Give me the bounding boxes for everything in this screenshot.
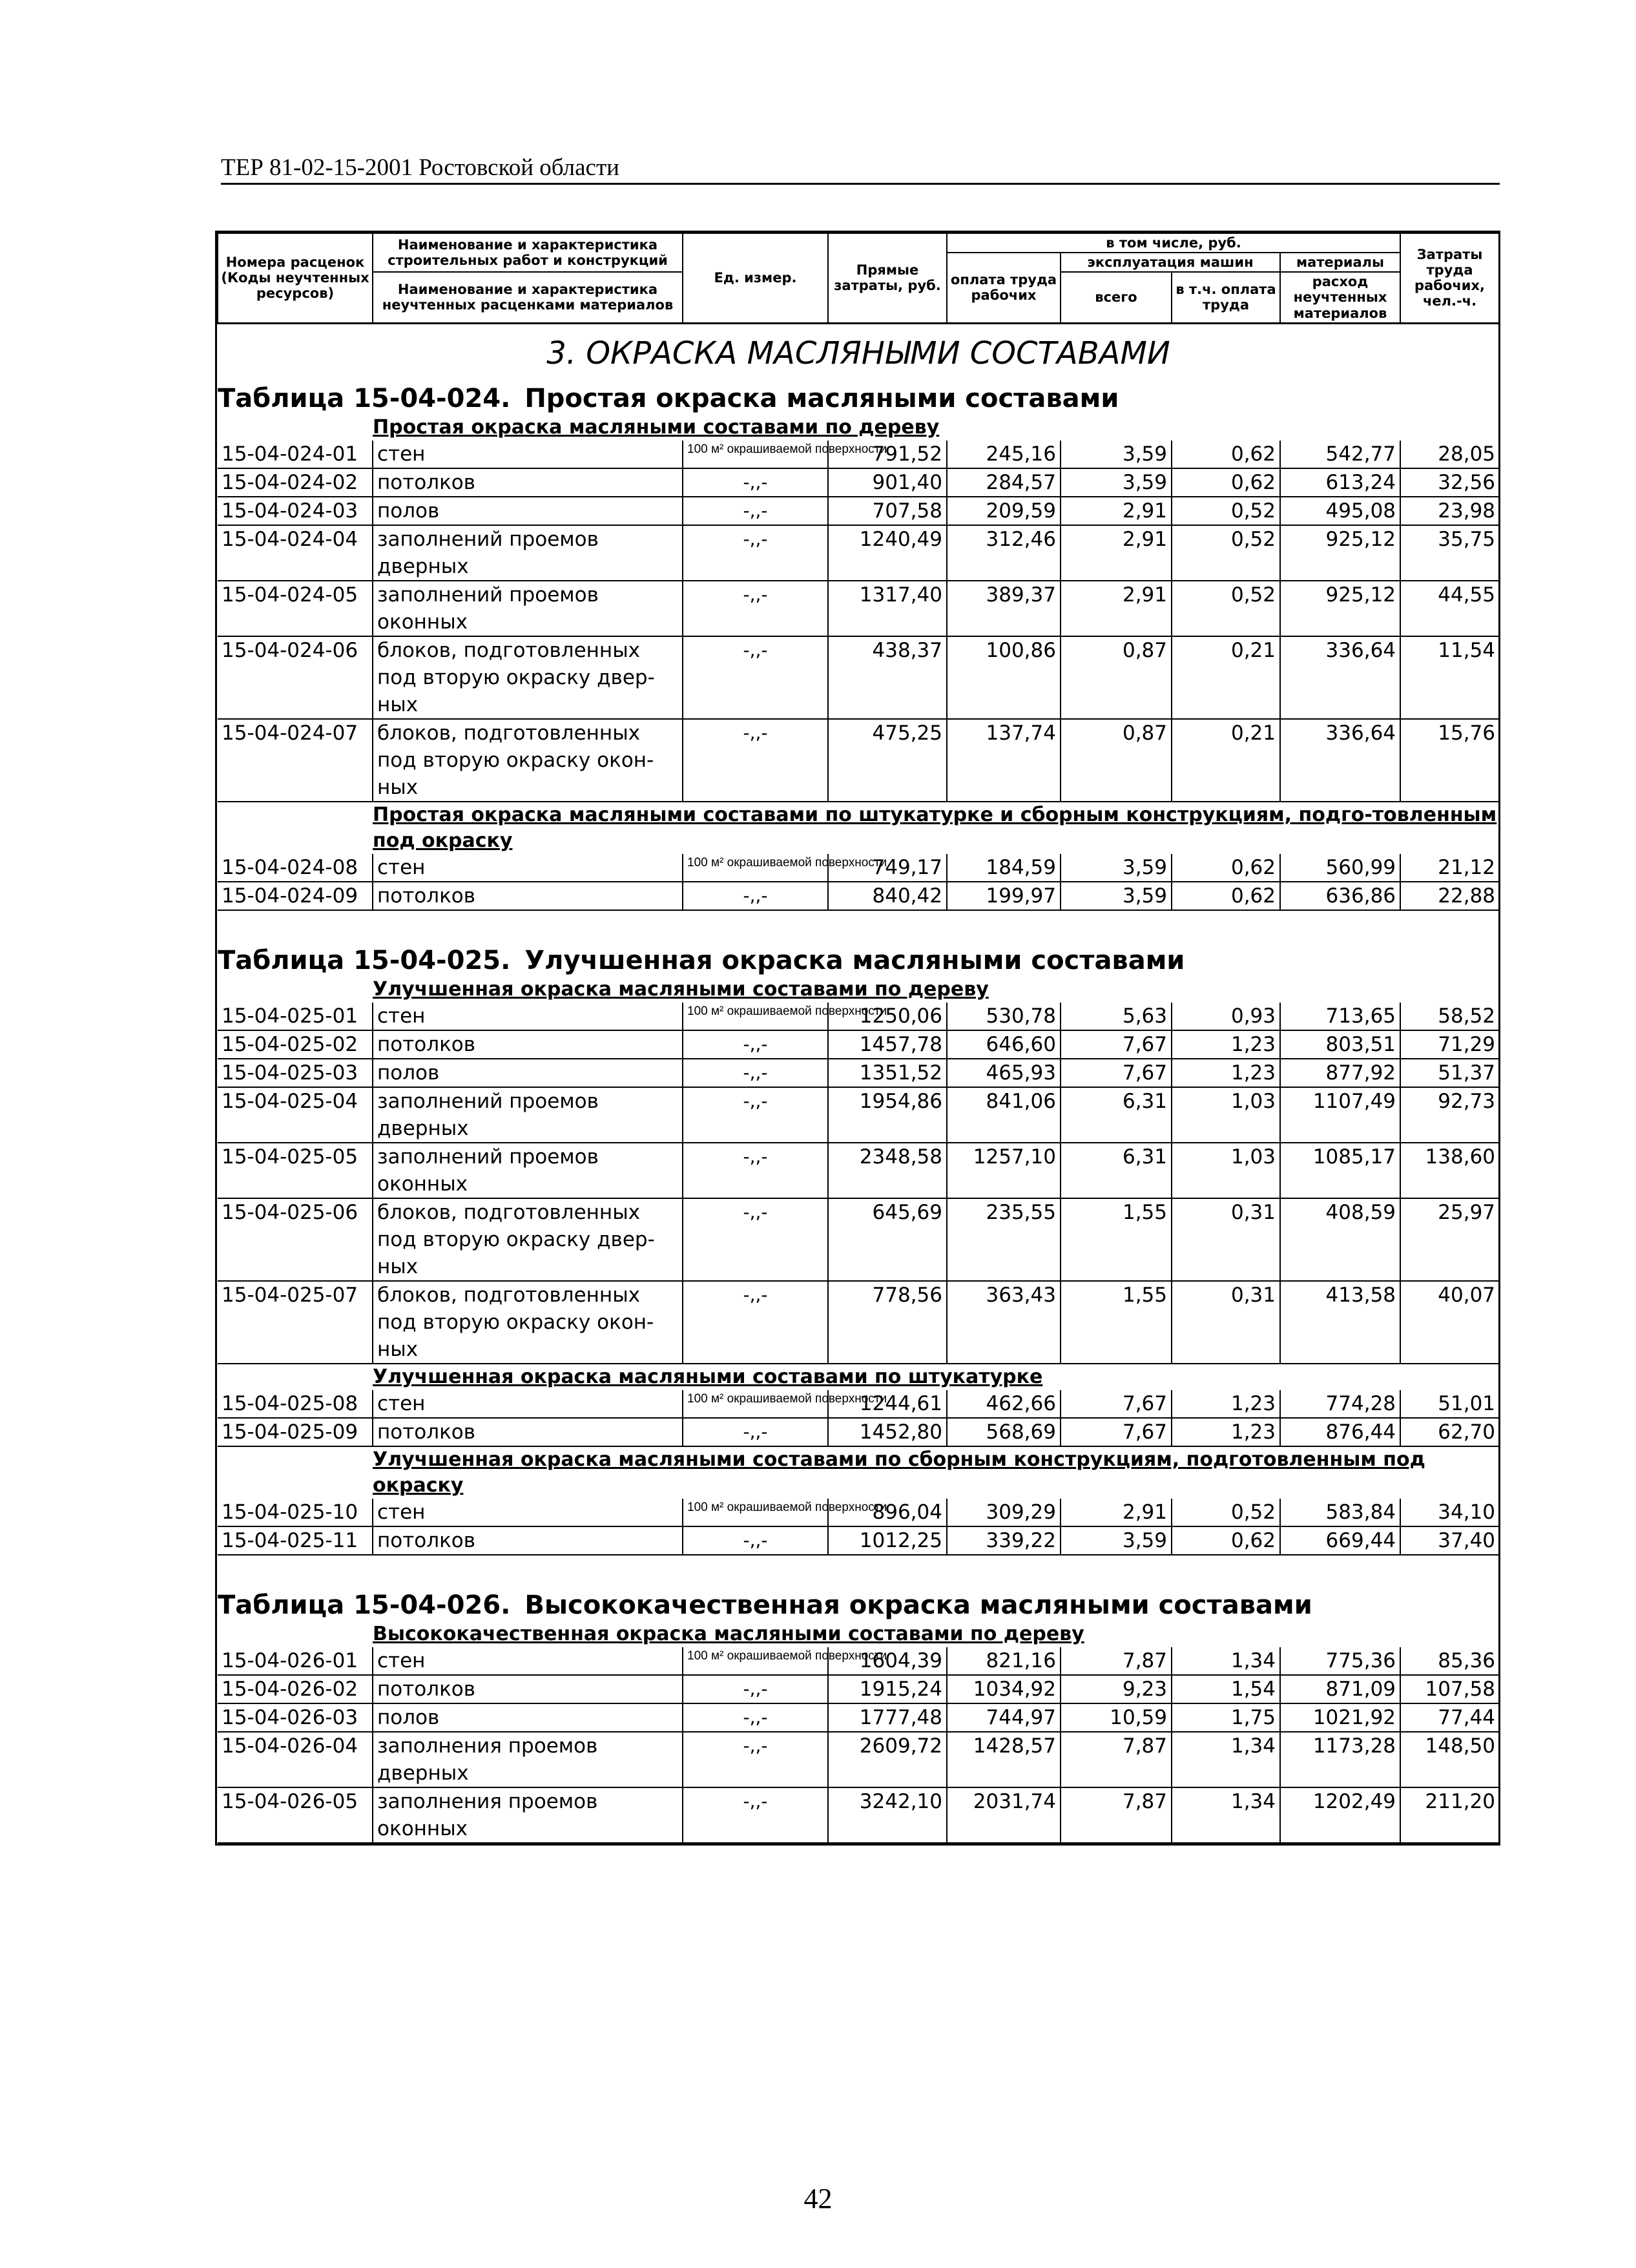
machine-wage-cost: 0,52	[1172, 581, 1280, 636]
table-row	[218, 1281, 1499, 1364]
machine-cost: 1,55	[1061, 1198, 1172, 1281]
direct-cost: 1012,25	[828, 1526, 947, 1555]
col-header-materials-unacc: расход неучтенных материалов	[1280, 272, 1400, 323]
material-cost: 1107,49	[1280, 1087, 1400, 1143]
machine-wage-cost: 0,52	[1172, 1499, 1280, 1526]
table-row	[218, 636, 1499, 719]
table-row	[218, 525, 1499, 581]
table-row	[218, 1647, 1499, 1675]
table-number: Таблица 15-04-024.	[218, 383, 511, 413]
wage-cost: 1257,10	[947, 1143, 1061, 1198]
work-name: потолков	[373, 1526, 683, 1555]
wage-cost: 2031,74	[947, 1787, 1061, 1843]
machine-wage-cost: 0,62	[1172, 854, 1280, 882]
machine-cost: 1,55	[1061, 1281, 1172, 1364]
wage-cost: 1428,57	[947, 1732, 1061, 1787]
labor-hours: 40,07	[1400, 1281, 1499, 1364]
wage-cost: 199,97	[947, 882, 1061, 910]
labor-hours: 22,88	[1400, 882, 1499, 910]
direct-cost: 901,40	[828, 468, 947, 497]
machine-wage-cost: 0,21	[1172, 636, 1280, 719]
table-row	[218, 1059, 1499, 1087]
wage-cost: 209,59	[947, 497, 1061, 525]
direct-cost: 1351,52	[828, 1059, 947, 1087]
labor-hours: 25,97	[1400, 1198, 1499, 1281]
price-table	[215, 231, 1500, 1846]
wage-cost: 137,74	[947, 719, 1061, 802]
material-cost: 876,44	[1280, 1418, 1400, 1446]
wage-cost: 530,78	[947, 1003, 1061, 1030]
col-header-unit: Ед. измер.	[683, 233, 828, 323]
material-cost: 413,58	[1280, 1281, 1400, 1364]
table-row	[218, 1143, 1499, 1198]
rate-code: 15-04-025-02	[218, 1030, 373, 1059]
work-name: стен	[373, 854, 683, 882]
rate-code: 15-04-025-07	[218, 1281, 373, 1364]
machine-wage-cost: 1,03	[1172, 1087, 1280, 1143]
table-row	[218, 1675, 1499, 1703]
group-subtitle: Простая окраска масляными составами по дереву	[373, 415, 940, 439]
machine-wage-cost: 1,23	[1172, 1418, 1280, 1446]
machine-cost: 2,91	[1061, 581, 1172, 636]
direct-cost: 1604,39	[828, 1647, 947, 1675]
work-name: заполнений проемов дверных	[373, 1087, 683, 1143]
table-title-row	[218, 1580, 1499, 1621]
work-name: полов	[373, 1703, 683, 1732]
machine-wage-cost: 0,31	[1172, 1281, 1280, 1364]
table-row	[218, 497, 1499, 525]
machine-cost: 3,59	[1061, 882, 1172, 910]
table-row	[218, 882, 1499, 910]
machine-wage-cost: 0,93	[1172, 1003, 1280, 1030]
material-cost: 336,64	[1280, 719, 1400, 802]
labor-hours: 71,29	[1400, 1030, 1499, 1059]
table-title: Высококачественная окраска масляными составами	[524, 1590, 1312, 1620]
unit-of-measure: -,,-	[683, 1703, 828, 1732]
wage-cost: 462,66	[947, 1390, 1061, 1418]
unit-of-measure: -,,-	[683, 1087, 828, 1143]
direct-cost: 1777,48	[828, 1703, 947, 1732]
machine-wage-cost: 0,62	[1172, 441, 1280, 468]
section-title: 3. ОКРАСКА МАСЛЯНЫМИ СОСТАВАМИ	[218, 323, 1499, 373]
unit-of-measure: -,,-	[683, 581, 828, 636]
wage-cost: 100,86	[947, 636, 1061, 719]
col-header-name-top: Наименование и характеристика строительных работ и конструкций	[373, 233, 683, 272]
material-cost: 877,92	[1280, 1059, 1400, 1087]
group-subtitle: Улучшенная окраска масляными составами по дереву	[373, 977, 989, 1001]
wage-cost: 184,59	[947, 854, 1061, 882]
rates-table	[217, 233, 1500, 1844]
wage-cost: 744,97	[947, 1703, 1061, 1732]
machine-wage-cost: 0,52	[1172, 525, 1280, 581]
material-cost: 1173,28	[1280, 1732, 1400, 1787]
group-subtitle: Улучшенная окраска масляными составами по штукатурке	[373, 1365, 1043, 1388]
rate-code: 15-04-025-08	[218, 1390, 373, 1418]
direct-cost: 645,69	[828, 1198, 947, 1281]
labor-hours: 11,54	[1400, 636, 1499, 719]
direct-cost: 778,56	[828, 1281, 947, 1364]
table-row	[218, 1732, 1499, 1787]
machine-cost: 2,91	[1061, 1499, 1172, 1526]
machine-cost: 3,59	[1061, 468, 1172, 497]
direct-cost: 749,17	[828, 854, 947, 882]
direct-cost: 2609,72	[828, 1732, 947, 1787]
unit-of-measure: -,,-	[683, 1787, 828, 1843]
table-row	[218, 468, 1499, 497]
direct-cost: 1317,40	[828, 581, 947, 636]
machine-cost: 6,31	[1061, 1143, 1172, 1198]
labor-hours: 211,20	[1400, 1787, 1499, 1843]
work-name: потолков	[373, 882, 683, 910]
machine-cost: 6,31	[1061, 1087, 1172, 1143]
material-cost: 669,44	[1280, 1526, 1400, 1555]
work-name: заполнений проемов дверных	[373, 525, 683, 581]
machine-cost: 7,87	[1061, 1647, 1172, 1675]
work-name: потолков	[373, 468, 683, 497]
unit-of-measure: -,,-	[683, 636, 828, 719]
unit-of-measure: -,,-	[683, 719, 828, 802]
machine-cost: 7,67	[1061, 1030, 1172, 1059]
material-cost: 1085,17	[1280, 1143, 1400, 1198]
machine-wage-cost: 0,62	[1172, 882, 1280, 910]
wage-cost: 284,57	[947, 468, 1061, 497]
rate-code: 15-04-024-07	[218, 719, 373, 802]
table-title-row	[218, 935, 1499, 977]
rate-code: 15-04-024-05	[218, 581, 373, 636]
direct-cost: 3242,10	[828, 1787, 947, 1843]
col-header-code: Номера расценок (Коды неучтенных ресурсов)	[218, 233, 373, 323]
direct-cost: 1250,06	[828, 1003, 947, 1030]
material-cost: 542,77	[1280, 441, 1400, 468]
unit-of-measure: -,,-	[683, 525, 828, 581]
group-subtitle: Простая окраска масляными составами по штукатурке и сборным конструкциям, подго-товленным под окраску	[373, 803, 1497, 852]
direct-cost: 475,25	[828, 719, 947, 802]
wage-cost: 312,46	[947, 525, 1061, 581]
labor-hours: 58,52	[1400, 1003, 1499, 1030]
rate-code: 15-04-024-03	[218, 497, 373, 525]
col-header-mach-wage: в т.ч. оплата труда	[1172, 272, 1280, 323]
machine-wage-cost: 1,75	[1172, 1703, 1280, 1732]
machine-cost: 3,59	[1061, 854, 1172, 882]
unit-of-measure: -,,-	[683, 1030, 828, 1059]
work-name: блоков, подготовленных под вторую окраску окон-ных	[373, 1281, 683, 1364]
machine-wage-cost: 0,21	[1172, 719, 1280, 802]
rate-code: 15-04-026-02	[218, 1675, 373, 1703]
rate-code: 15-04-026-03	[218, 1703, 373, 1732]
col-header-name-bottom: Наименование и характеристика неучтенных расценками материалов	[373, 272, 683, 323]
table-row	[218, 1030, 1499, 1059]
labor-hours: 107,58	[1400, 1675, 1499, 1703]
material-cost: 1021,92	[1280, 1703, 1400, 1732]
table-row	[218, 441, 1499, 468]
work-name: блоков, подготовленных под вторую окраску двер-ных	[373, 1198, 683, 1281]
rate-code: 15-04-025-01	[218, 1003, 373, 1030]
unit-of-measure: -,,-	[683, 468, 828, 497]
table-title: Улучшенная окраска масляными составами	[524, 945, 1185, 975]
table-number: Таблица 15-04-025.	[218, 945, 511, 975]
running-header: ТЕР 81-02-15-2001 Ростовской области	[221, 154, 1500, 185]
machine-wage-cost: 1,54	[1172, 1675, 1280, 1703]
unit-of-measure: -,,-	[683, 1059, 828, 1087]
col-header-wage: оплата труда рабочих	[947, 253, 1061, 323]
labor-hours: 92,73	[1400, 1087, 1499, 1143]
material-cost: 613,24	[1280, 468, 1400, 497]
work-name: полов	[373, 1059, 683, 1087]
direct-cost: 1915,24	[828, 1675, 947, 1703]
work-name: полов	[373, 497, 683, 525]
table-row	[218, 1087, 1499, 1143]
table-row	[218, 1787, 1499, 1843]
rate-code: 15-04-024-06	[218, 636, 373, 719]
labor-hours: 62,70	[1400, 1418, 1499, 1446]
labor-hours: 21,12	[1400, 854, 1499, 882]
material-cost: 803,51	[1280, 1030, 1400, 1059]
table-title: Простая окраска масляными составами	[524, 383, 1119, 413]
page-number: 42	[803, 2183, 833, 2214]
machine-wage-cost: 0,52	[1172, 497, 1280, 525]
direct-cost: 2348,58	[828, 1143, 947, 1198]
table-row	[218, 1526, 1499, 1555]
group-subtitle: Улучшенная окраска масляными составами по сборным конструкциям, подготовленным под окраску	[373, 1448, 1425, 1497]
group-subtitle-row	[218, 802, 1499, 854]
rate-code: 15-04-026-05	[218, 1787, 373, 1843]
machine-cost: 7,67	[1061, 1390, 1172, 1418]
table-number: Таблица 15-04-026.	[218, 1590, 511, 1620]
table-title-row	[218, 373, 1499, 415]
work-name: стен	[373, 1647, 683, 1675]
machine-cost: 2,91	[1061, 525, 1172, 581]
machine-cost: 7,67	[1061, 1059, 1172, 1087]
work-name: блоков, подготовленных под вторую окраску окон-ных	[373, 719, 683, 802]
unit-of-measure: -,,-	[683, 497, 828, 525]
table-row	[218, 1703, 1499, 1732]
work-name: потолков	[373, 1030, 683, 1059]
unit-of-measure: 100 м² окрашиваемой поверхности	[683, 854, 828, 882]
direct-cost: 707,58	[828, 497, 947, 525]
material-cost: 775,36	[1280, 1647, 1400, 1675]
labor-hours: 51,01	[1400, 1390, 1499, 1418]
wage-cost: 389,37	[947, 581, 1061, 636]
labor-hours: 44,55	[1400, 581, 1499, 636]
direct-cost: 1244,61	[828, 1390, 947, 1418]
group-subtitle: Высококачественная окраска масляными составами по дереву	[373, 1622, 1084, 1645]
table-row	[218, 1390, 1499, 1418]
wage-cost: 1034,92	[947, 1675, 1061, 1703]
direct-cost: 840,42	[828, 882, 947, 910]
labor-hours: 28,05	[1400, 441, 1499, 468]
labor-hours: 85,36	[1400, 1647, 1499, 1675]
rate-code: 15-04-025-03	[218, 1059, 373, 1087]
rate-code: 15-04-024-02	[218, 468, 373, 497]
direct-cost: 1954,86	[828, 1087, 947, 1143]
machine-wage-cost: 1,03	[1172, 1143, 1280, 1198]
labor-hours: 37,40	[1400, 1526, 1499, 1555]
rate-code: 15-04-025-04	[218, 1087, 373, 1143]
unit-of-measure: -,,-	[683, 1418, 828, 1446]
group-subtitle-row	[218, 1364, 1499, 1390]
wage-cost: 821,16	[947, 1647, 1061, 1675]
labor-hours: 35,75	[1400, 525, 1499, 581]
machine-cost: 9,23	[1061, 1675, 1172, 1703]
table-row	[218, 1418, 1499, 1446]
wage-cost: 309,29	[947, 1499, 1061, 1526]
col-header-direct: Прямые затраты, руб.	[828, 233, 947, 323]
rate-code: 15-04-024-09	[218, 882, 373, 910]
labor-hours: 138,60	[1400, 1143, 1499, 1198]
machine-wage-cost: 1,34	[1172, 1647, 1280, 1675]
group-subtitle-row	[218, 1446, 1499, 1499]
material-cost: 408,59	[1280, 1198, 1400, 1281]
labor-hours: 23,98	[1400, 497, 1499, 525]
machine-wage-cost: 1,23	[1172, 1390, 1280, 1418]
unit-of-measure: 100 м² окрашиваемой поверхности	[683, 1647, 828, 1675]
direct-cost: 1240,49	[828, 525, 947, 581]
work-name: заполнения проемов дверных	[373, 1732, 683, 1787]
unit-of-measure: -,,-	[683, 1732, 828, 1787]
work-name: стен	[373, 441, 683, 468]
machine-cost: 3,59	[1061, 441, 1172, 468]
labor-hours: 51,37	[1400, 1059, 1499, 1087]
labor-hours: 148,50	[1400, 1732, 1499, 1787]
direct-cost: 791,52	[828, 441, 947, 468]
wage-cost: 841,06	[947, 1087, 1061, 1143]
unit-of-measure: -,,-	[683, 1281, 828, 1364]
machine-cost: 7,87	[1061, 1732, 1172, 1787]
machine-wage-cost: 0,62	[1172, 468, 1280, 497]
rate-code: 15-04-024-08	[218, 854, 373, 882]
rate-code: 15-04-025-09	[218, 1418, 373, 1446]
group-subtitle-row	[218, 415, 1499, 441]
table-row	[218, 854, 1499, 882]
machine-cost: 5,63	[1061, 1003, 1172, 1030]
group-subtitle-row	[218, 977, 1499, 1003]
unit-of-measure: 100 м² окрашиваемой поверхности	[683, 1390, 828, 1418]
direct-cost: 1457,78	[828, 1030, 947, 1059]
material-cost: 713,65	[1280, 1003, 1400, 1030]
machine-cost: 7,67	[1061, 1418, 1172, 1446]
table-spacer	[218, 1555, 1499, 1580]
work-name: заполнения проемов оконных	[373, 1787, 683, 1843]
machine-wage-cost: 1,34	[1172, 1787, 1280, 1843]
work-name: заполнений проемов оконных	[373, 581, 683, 636]
table-row	[218, 1003, 1499, 1030]
group-subtitle-row	[218, 1621, 1499, 1647]
material-cost: 774,28	[1280, 1390, 1400, 1418]
rate-code: 15-04-026-01	[218, 1647, 373, 1675]
col-header-machines: эксплуатация машин	[1061, 253, 1280, 272]
rate-code: 15-04-025-05	[218, 1143, 373, 1198]
material-cost: 336,64	[1280, 636, 1400, 719]
col-header-mach-total: всего	[1061, 272, 1172, 323]
col-header-labor: Затраты труда рабочих, чел.-ч.	[1400, 233, 1499, 323]
unit-of-measure: -,,-	[683, 882, 828, 910]
machine-cost: 10,59	[1061, 1703, 1172, 1732]
rate-code: 15-04-026-04	[218, 1732, 373, 1787]
table-header	[218, 233, 1499, 323]
material-cost: 925,12	[1280, 581, 1400, 636]
rate-code: 15-04-025-10	[218, 1499, 373, 1526]
wage-cost: 235,55	[947, 1198, 1061, 1281]
work-name: стен	[373, 1003, 683, 1030]
machine-cost: 0,87	[1061, 636, 1172, 719]
labor-hours: 77,44	[1400, 1703, 1499, 1732]
labor-hours: 32,56	[1400, 468, 1499, 497]
table-row	[218, 1198, 1499, 1281]
rate-code: 15-04-024-01	[218, 441, 373, 468]
table-row	[218, 581, 1499, 636]
labor-hours: 34,10	[1400, 1499, 1499, 1526]
material-cost: 495,08	[1280, 497, 1400, 525]
machine-wage-cost: 0,62	[1172, 1526, 1280, 1555]
work-name: стен	[373, 1390, 683, 1418]
labor-hours: 15,76	[1400, 719, 1499, 802]
wage-cost: 339,22	[947, 1526, 1061, 1555]
unit-of-measure: 100 м² окрашиваемой поверхности	[683, 441, 828, 468]
work-name: потолков	[373, 1675, 683, 1703]
material-cost: 583,84	[1280, 1499, 1400, 1526]
machine-cost: 7,87	[1061, 1787, 1172, 1843]
material-cost: 636,86	[1280, 882, 1400, 910]
machine-wage-cost: 1,23	[1172, 1030, 1280, 1059]
work-name: стен	[373, 1499, 683, 1526]
col-header-materials: материалы	[1280, 253, 1400, 272]
wage-cost: 245,16	[947, 441, 1061, 468]
direct-cost: 1452,80	[828, 1418, 947, 1446]
unit-of-measure: -,,-	[683, 1143, 828, 1198]
machine-cost: 0,87	[1061, 719, 1172, 802]
rate-code: 15-04-024-04	[218, 525, 373, 581]
machine-wage-cost: 0,31	[1172, 1198, 1280, 1281]
material-cost: 925,12	[1280, 525, 1400, 581]
col-header-incl: в том числе, руб.	[947, 233, 1400, 253]
machine-wage-cost: 1,23	[1172, 1059, 1280, 1087]
unit-of-measure: -,,-	[683, 1526, 828, 1555]
machine-cost: 3,59	[1061, 1526, 1172, 1555]
rate-code: 15-04-025-11	[218, 1526, 373, 1555]
rate-code: 15-04-025-06	[218, 1198, 373, 1281]
direct-cost: 438,37	[828, 636, 947, 719]
work-name: потолков	[373, 1418, 683, 1446]
unit-of-measure: -,,-	[683, 1198, 828, 1281]
wage-cost: 363,43	[947, 1281, 1061, 1364]
wage-cost: 568,69	[947, 1418, 1061, 1446]
table-spacer	[218, 910, 1499, 935]
material-cost: 1202,49	[1280, 1787, 1400, 1843]
direct-cost: 896,04	[828, 1499, 947, 1526]
work-name: блоков, подготовленных под вторую окраску двер-ных	[373, 636, 683, 719]
wage-cost: 646,60	[947, 1030, 1061, 1059]
unit-of-measure: -,,-	[683, 1675, 828, 1703]
table-body	[218, 323, 1499, 1843]
work-name: заполнений проемов оконных	[373, 1143, 683, 1198]
wage-cost: 465,93	[947, 1059, 1061, 1087]
unit-of-measure: 100 м² окрашиваемой поверхности	[683, 1003, 828, 1030]
machine-cost: 2,91	[1061, 497, 1172, 525]
machine-wage-cost: 1,34	[1172, 1732, 1280, 1787]
table-row	[218, 1499, 1499, 1526]
table-row	[218, 719, 1499, 802]
unit-of-measure: 100 м² окрашиваемой поверхности	[683, 1499, 828, 1526]
material-cost: 560,99	[1280, 854, 1400, 882]
material-cost: 871,09	[1280, 1675, 1400, 1703]
